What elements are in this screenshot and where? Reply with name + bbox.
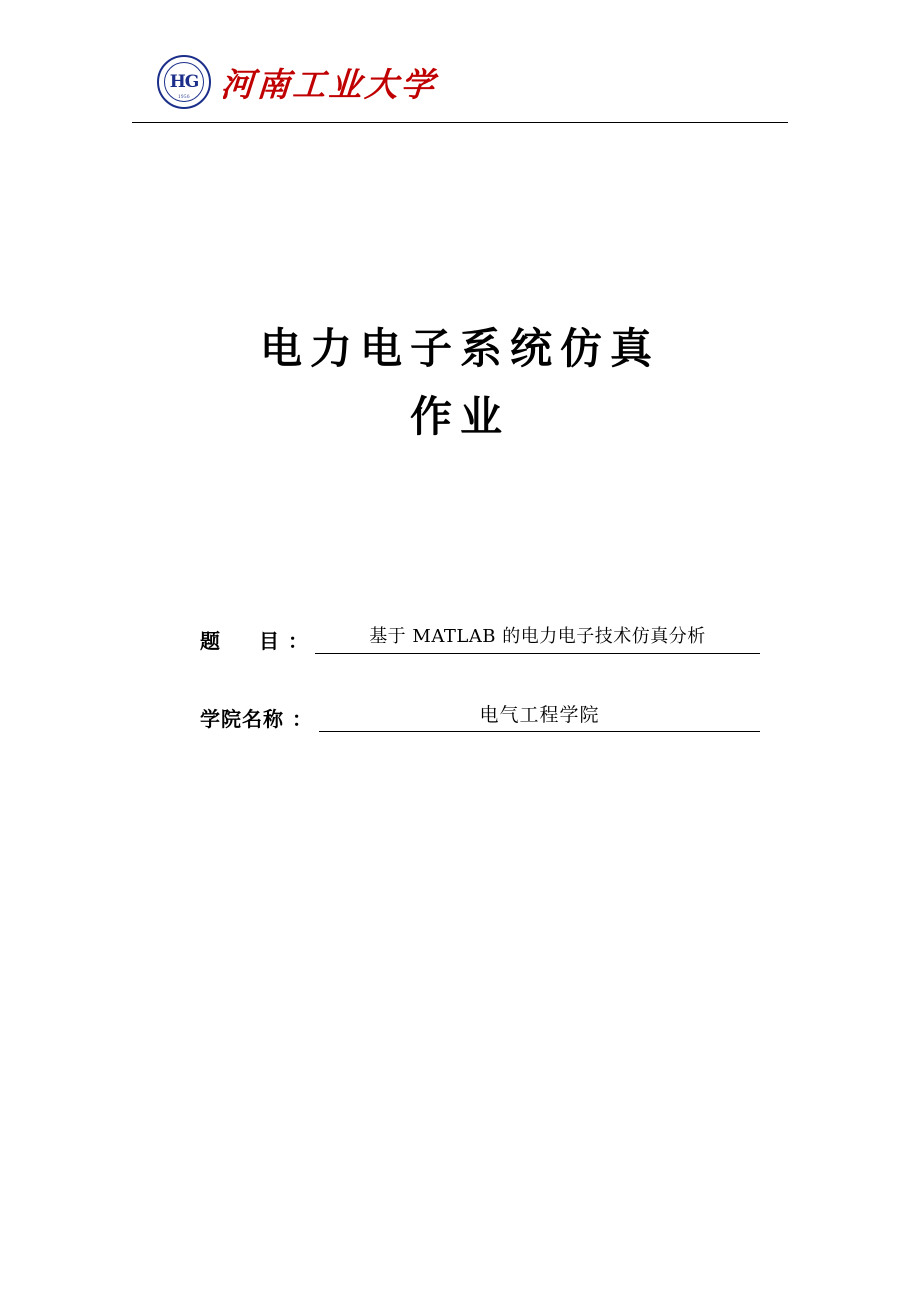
page-title [0, 315, 920, 451]
page-title-line2: 作业 [409, 392, 510, 441]
seal-glyph: HG [169, 72, 199, 92]
field-row-college [200, 698, 760, 732]
header-divider [132, 122, 788, 123]
university-seal-icon [157, 55, 211, 109]
field-label-topic [200, 628, 309, 654]
letterhead [132, 46, 788, 124]
field-label-topic-main: 题 [200, 629, 221, 653]
page-title-line1: 电力电子系统仿真 [259, 324, 660, 373]
seal-year: 1956 [178, 95, 190, 100]
field-label-topic-tail: 目 ： [259, 629, 309, 653]
field-row-topic [200, 620, 760, 654]
field-label-college: 学院名称 ： [200, 707, 313, 731]
university-logo [157, 46, 437, 118]
field-list [200, 620, 760, 776]
field-value-topic[interactable]: 基于 MATLAB 的电力电子技术仿真分析 [315, 624, 760, 654]
university-name: 河南工业大学 [219, 64, 439, 104]
field-value-college[interactable]: 电气工程学院 [319, 702, 760, 732]
